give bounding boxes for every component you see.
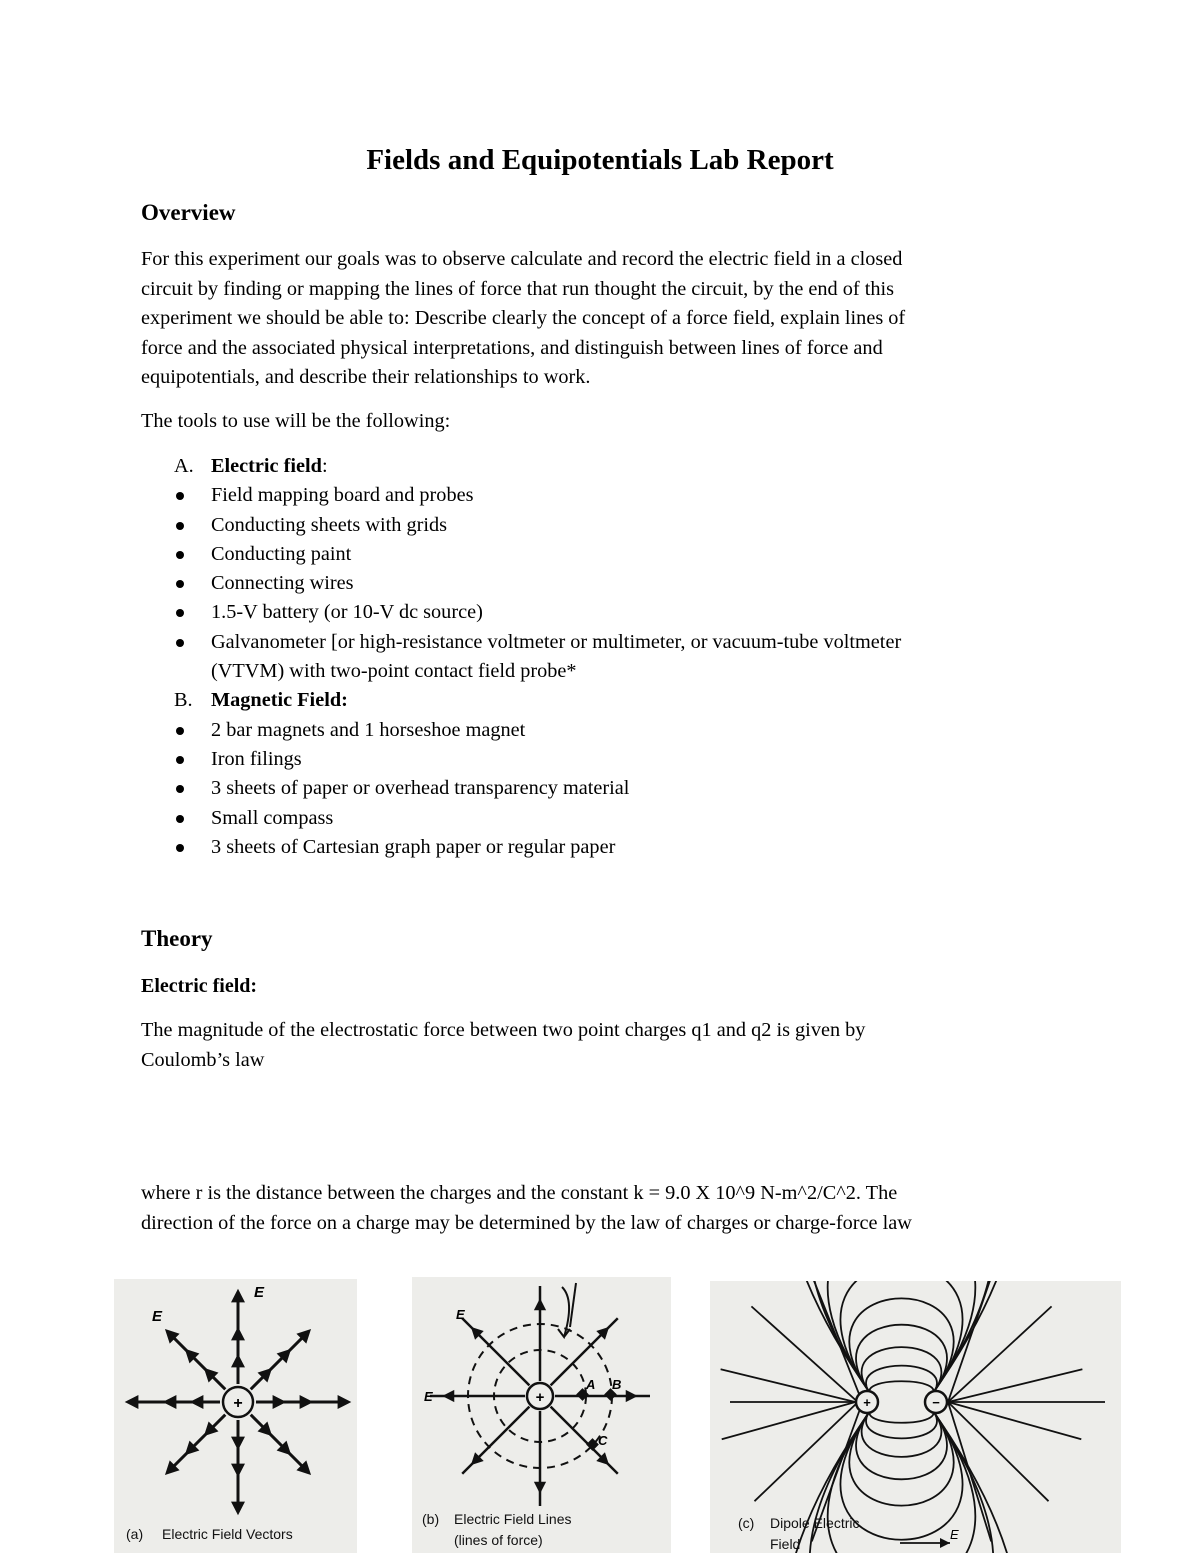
- tools-intro: The tools to use will be the following:: [141, 410, 451, 432]
- bullet-icon: [176, 580, 184, 588]
- list-item: Small compass: [174, 804, 1054, 833]
- figure-caption: (lines of force): [454, 1532, 543, 1548]
- charge-sign: +: [233, 1395, 243, 1412]
- bullet-icon: [176, 639, 184, 647]
- group-marker: B.: [174, 689, 193, 712]
- field-label: E: [424, 1389, 433, 1404]
- figure-electric-field-lines: [412, 1277, 671, 1553]
- figure-caption: Dipole Electric: [770, 1515, 860, 1531]
- figure-caption-label: (b): [422, 1511, 440, 1527]
- arrow-head-icon: [233, 1438, 242, 1447]
- list-item: Iron filings: [174, 745, 1054, 774]
- overview-line: force and the associated physical interpretations, and distinguish between lines of force and: [141, 336, 883, 359]
- field-label: E: [456, 1307, 465, 1322]
- figure-b-svg: [412, 1277, 671, 1553]
- tools-group-magnetic: [174, 686, 1054, 715]
- theory-paragraph-1: [141, 1016, 1041, 1075]
- overview-line: equipotentials, and describe their relationships to work.: [141, 366, 591, 388]
- tools-group-electric: [174, 452, 1054, 481]
- charge-sign: +: [863, 1395, 871, 1410]
- arrow-head-icon: [536, 1483, 544, 1491]
- figure-electric-field-vectors: [114, 1279, 357, 1553]
- arrow-head-icon: [445, 1392, 453, 1400]
- figure-caption: Electric Field Vectors: [162, 1526, 293, 1542]
- arrow-head-icon: [233, 1357, 242, 1366]
- list-item: 1.5-V battery (or 10-V dc source): [174, 598, 1054, 627]
- field-label: E: [254, 1284, 265, 1301]
- figure-caption-label: (a): [126, 1526, 144, 1542]
- bullet-icon: [176, 756, 184, 764]
- point-label-a: A: [586, 1377, 596, 1392]
- arrow-head-icon: [128, 1397, 137, 1406]
- bullet-icon: [176, 785, 184, 793]
- arrow-head-icon: [233, 1330, 242, 1339]
- bullet-icon: [176, 815, 184, 823]
- list-item: Galvanometer [or high-resistance voltmeter or multimeter, or vacuum-tube voltmeter: [174, 628, 1054, 657]
- radial-field-line: [948, 1369, 1082, 1402]
- theory-line: where r is the distance between the charges and the constant k = 9.0 X 10^9 N-m^2/C^2. The: [141, 1182, 898, 1204]
- page-title: Fields and Equipotentials Lab Report: [366, 144, 834, 176]
- theory-line: direction of the force on a charge may be determined by the law of charges or charge-force law: [141, 1211, 912, 1234]
- overview-paragraph: [141, 245, 1041, 393]
- overview-heading: Overview: [141, 200, 236, 225]
- dipole-field-line: [856, 1407, 947, 1479]
- charge-sign: −: [932, 1395, 940, 1410]
- theory-heading: Theory: [141, 926, 213, 951]
- theory-subheading: Electric field:: [141, 975, 258, 997]
- bullet-icon: [176, 492, 184, 500]
- field-vector-line: [167, 1331, 225, 1389]
- dipole-field-line: [869, 1407, 933, 1423]
- theory-line: The magnitude of the electrostatic force between two point charges q1 and q2 is given by: [141, 1019, 866, 1041]
- figure-caption-label: (c): [738, 1515, 755, 1531]
- theory-line: Coulomb’s law: [141, 1048, 265, 1071]
- field-label: E: [152, 1308, 163, 1325]
- group-marker: A.: [174, 455, 194, 477]
- overview-line: circuit by finding or mapping the lines of force that run thought the circuit, by the end of this: [141, 277, 895, 300]
- radial-field-line: [722, 1402, 856, 1439]
- bullet-icon: [176, 844, 184, 852]
- radial-field-line: [751, 1306, 857, 1402]
- arrow-head-icon: [166, 1397, 175, 1406]
- dipole-field-line: [856, 1325, 947, 1397]
- charge-sign: +: [535, 1389, 545, 1406]
- arrow-head-icon: [339, 1397, 348, 1406]
- list-item: 3 sheets of paper or overhead transparency material: [174, 774, 1054, 803]
- list-item: Field mapping board and probes: [174, 481, 1054, 510]
- bullet-icon: [176, 727, 184, 735]
- list-item: Connecting wires: [174, 569, 1054, 598]
- arrow-head-icon: [536, 1301, 544, 1309]
- field-label: E: [950, 1527, 959, 1542]
- list-item: Conducting sheets with grids: [174, 511, 1054, 540]
- radial-field-line: [948, 1306, 1052, 1402]
- arrow-head-icon: [233, 1503, 242, 1512]
- group-title: Electric field: [211, 455, 322, 477]
- arrow-head-icon: [193, 1397, 202, 1406]
- group-title: Magnetic Field:: [211, 689, 348, 712]
- arrow-head-icon: [301, 1397, 310, 1406]
- pointer-line: [570, 1283, 576, 1327]
- radial-field-line: [721, 1369, 856, 1402]
- theory-paragraph-2: [141, 1179, 1041, 1238]
- field-vector-line: [251, 1331, 309, 1389]
- arrow-head-icon: [274, 1397, 283, 1406]
- list-item: 3 sheets of Cartesian graph paper or regular paper: [174, 833, 1054, 862]
- list-item: Conducting paint: [174, 540, 1054, 569]
- figure-a-svg: [114, 1279, 357, 1553]
- figure-dipole-field: [710, 1281, 1121, 1553]
- point-label-b: B: [612, 1377, 622, 1392]
- dipole-field-line: [869, 1381, 933, 1397]
- field-vector-line: [251, 1415, 309, 1473]
- overview-line: experiment we should be able to: Describe clearly the concept of a force field, explain lines of: [141, 307, 906, 329]
- field-arrow-head: [940, 1538, 950, 1548]
- overview-line: For this experiment our goals was to observe calculate and record the electric field in a closed: [141, 248, 903, 270]
- group-colon: :: [321, 455, 328, 477]
- field-vector-line: [167, 1415, 225, 1473]
- arrow-head-icon: [627, 1392, 635, 1400]
- point-label-c: C: [598, 1433, 608, 1448]
- arrow-head-icon: [233, 1292, 242, 1301]
- list-item: 2 bar magnets and 1 horseshoe magnet: [174, 716, 1054, 745]
- figure-caption: Field: [770, 1536, 801, 1552]
- tools-list: [174, 452, 1054, 862]
- arrow-head-icon: [233, 1465, 242, 1474]
- figure-c-svg: [710, 1281, 1121, 1553]
- bullet-icon: [176, 609, 184, 617]
- bullet-icon: [176, 551, 184, 559]
- bullet-icon: [176, 522, 184, 530]
- figure-caption: Electric Field Lines: [454, 1511, 572, 1527]
- list-item-continuation: (VTVM) with two-point contact field probe*: [211, 660, 577, 683]
